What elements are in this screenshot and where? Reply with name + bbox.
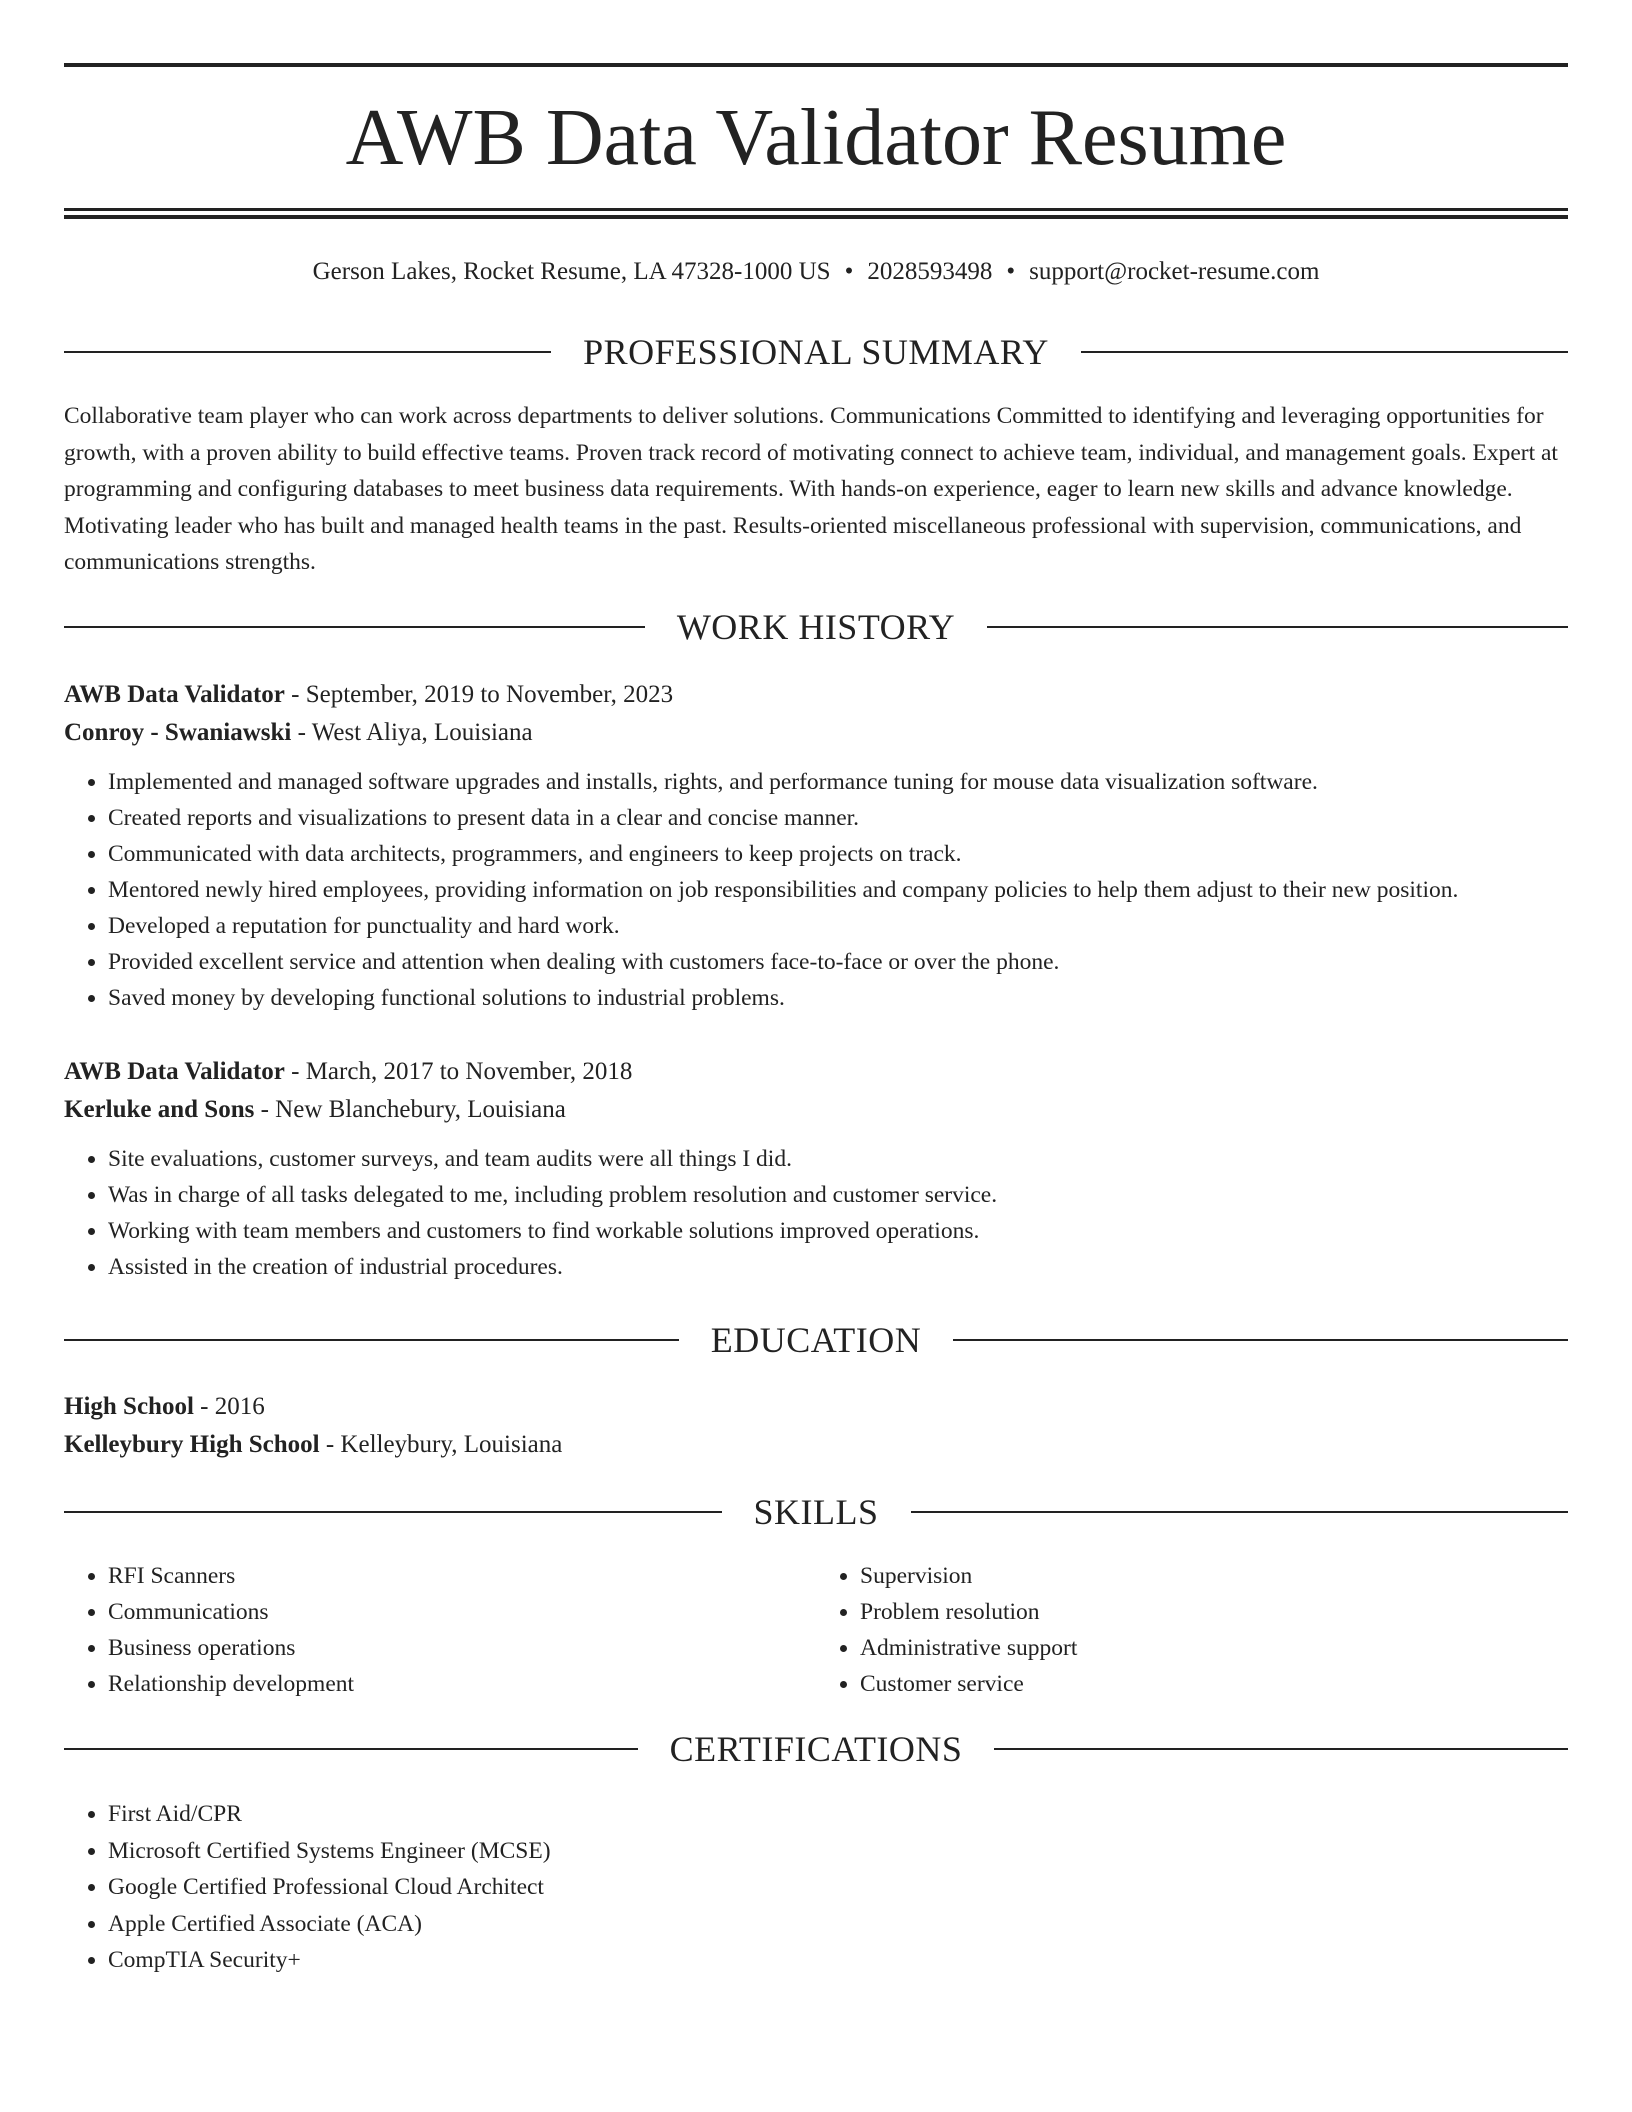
list-item: • CompTIA Security+: [108, 1942, 1568, 1979]
list-item: • Apple Certified Associate (ACA): [108, 1906, 1568, 1943]
list-item: • Problem resolution: [860, 1594, 1568, 1630]
job-bullets: [64, 1141, 1568, 1285]
certifications-list: [64, 1796, 1568, 1979]
contact-line: [64, 254, 1568, 290]
summary-text: Collaborative team player who can work across departments to deliver solutions. Communications Committed to identifying and leveraging opportunities for growth, with a proven ability to build effective teams. Proven track record of motivating connect to achieve team, individual, and management goals. Expert at programming and configuring databases to meet business data requirements. With hands-on experience, eager to learn new skills and advance knowledge. Motivating leader who has built and managed health teams in the past. Results-oriented miscellaneous professional with supervision, communications, and communications strengths.: [64, 403, 1558, 575]
top-rule: [64, 63, 1568, 67]
heading-rule: [64, 351, 551, 353]
heading-rule: [911, 1511, 1569, 1513]
list-item: • Was in charge of all tasks delegated to me, including problem resolution and customer service.: [108, 1177, 1568, 1213]
list-item: • Working with team members and customers to find workable solutions improved operations.: [108, 1213, 1568, 1249]
job-entry: [64, 676, 1568, 1016]
list-item: • Assisted in the creation of industrial procedures.: [108, 1249, 1568, 1285]
list-item: • Saved money by developing functional solutions to industrial problems.: [108, 980, 1568, 1016]
list-item: • RFI Scanners: [108, 1558, 816, 1594]
education-school-line: [64, 1426, 1568, 1464]
education-section-heading: [64, 1318, 1568, 1362]
contact-phone: 2028593498: [867, 258, 993, 285]
job-dates: - March, 2017 to November, 2018: [284, 1058, 633, 1085]
skills-column-right: [816, 1558, 1568, 1702]
list-item: • Mentored newly hired employees, providing information on job responsibilities and company policies to help them adjust to their new position.: [108, 872, 1568, 908]
work-section-heading: [64, 605, 1568, 649]
education-degree-line: [64, 1388, 1568, 1426]
education-degree: High School: [64, 1393, 194, 1420]
list-item: • Relationship development: [108, 1666, 816, 1702]
contact-separator: •: [844, 258, 854, 285]
job-location: - West Aliya, Louisiana: [291, 719, 533, 746]
list-item: • Communicated with data architects, programmers, and engineers to keep projects on track.: [108, 836, 1568, 872]
heading-rule: [64, 1511, 722, 1513]
list-item: • Developed a reputation for punctuality and hard work.: [108, 908, 1568, 944]
list-item: • Communications: [108, 1594, 816, 1630]
list-item: • Created reports and visualizations to present data in a clear and concise manner.: [108, 800, 1568, 836]
heading-rule: [1081, 351, 1568, 353]
contact-email: support@rocket-resume.com: [1029, 258, 1320, 285]
skills-heading: SKILLS: [753, 1492, 879, 1532]
heading-rule: [64, 1748, 638, 1750]
work-heading: WORK HISTORY: [676, 607, 956, 647]
education-year: - 2016: [193, 1393, 265, 1420]
certifications-section-heading: [64, 1727, 1568, 1771]
job-entry: [64, 1053, 1568, 1285]
summary-section-heading: [64, 330, 1568, 374]
title-double-rule: [64, 208, 1568, 219]
job-dates: - September, 2019 to November, 2023: [284, 681, 674, 708]
list-item: • Site evaluations, customer surveys, and team audits were all things I did.: [108, 1141, 1568, 1177]
list-item: • Supervision: [860, 1558, 1568, 1594]
contact-address: Gerson Lakes, Rocket Resume, LA 47328-1000 US: [312, 258, 831, 285]
job-location: - New Blanchebury, Louisiana: [254, 1096, 566, 1123]
resume-title: AWB Data Validator Resume: [345, 94, 1287, 182]
education-school: Kelleybury High School: [64, 1431, 320, 1458]
heading-rule: [953, 1339, 1568, 1341]
skills-list: [64, 1558, 1568, 1702]
education-location: - Kelleybury, Louisiana: [319, 1431, 563, 1458]
list-item: • Business operations: [108, 1630, 816, 1666]
job-company-line: [64, 1091, 1568, 1129]
summary-heading: PROFESSIONAL SUMMARY: [583, 332, 1049, 372]
job-title-line: [64, 1053, 1568, 1091]
education-entry: [64, 1388, 1568, 1464]
skills-section-heading: [64, 1490, 1568, 1534]
list-item: • Implemented and managed software upgrades and installs, rights, and performance tuning for mouse data visualization software.: [108, 764, 1568, 800]
list-item: • Customer service: [860, 1666, 1568, 1702]
heading-rule: [994, 1748, 1568, 1750]
skills-column-left: [64, 1558, 816, 1702]
job-title: AWB Data Validator: [64, 1058, 285, 1085]
job-company-line: [64, 714, 1568, 752]
heading-rule: [987, 626, 1568, 628]
certifications-heading: CERTIFICATIONS: [669, 1729, 963, 1769]
job-company: Kerluke and Sons: [64, 1096, 255, 1123]
contact-separator: •: [1006, 258, 1016, 285]
education-heading: EDUCATION: [710, 1320, 922, 1360]
list-item: • First Aid/CPR: [108, 1796, 1568, 1833]
job-title: AWB Data Validator: [64, 681, 285, 708]
list-item: • Provided excellent service and attention when dealing with customers face-to-face or over the phone.: [108, 944, 1568, 980]
list-item: • Google Certified Professional Cloud Architect: [108, 1869, 1568, 1906]
job-bullets: [64, 764, 1568, 1016]
certifications-items: [64, 1796, 1568, 1979]
list-item: • Administrative support: [860, 1630, 1568, 1666]
job-company: Conroy - Swaniawski: [64, 719, 292, 746]
heading-rule: [64, 626, 645, 628]
list-item: • Microsoft Certified Systems Engineer (MCSE): [108, 1833, 1568, 1870]
heading-rule: [64, 1339, 679, 1341]
job-title-line: [64, 676, 1568, 714]
